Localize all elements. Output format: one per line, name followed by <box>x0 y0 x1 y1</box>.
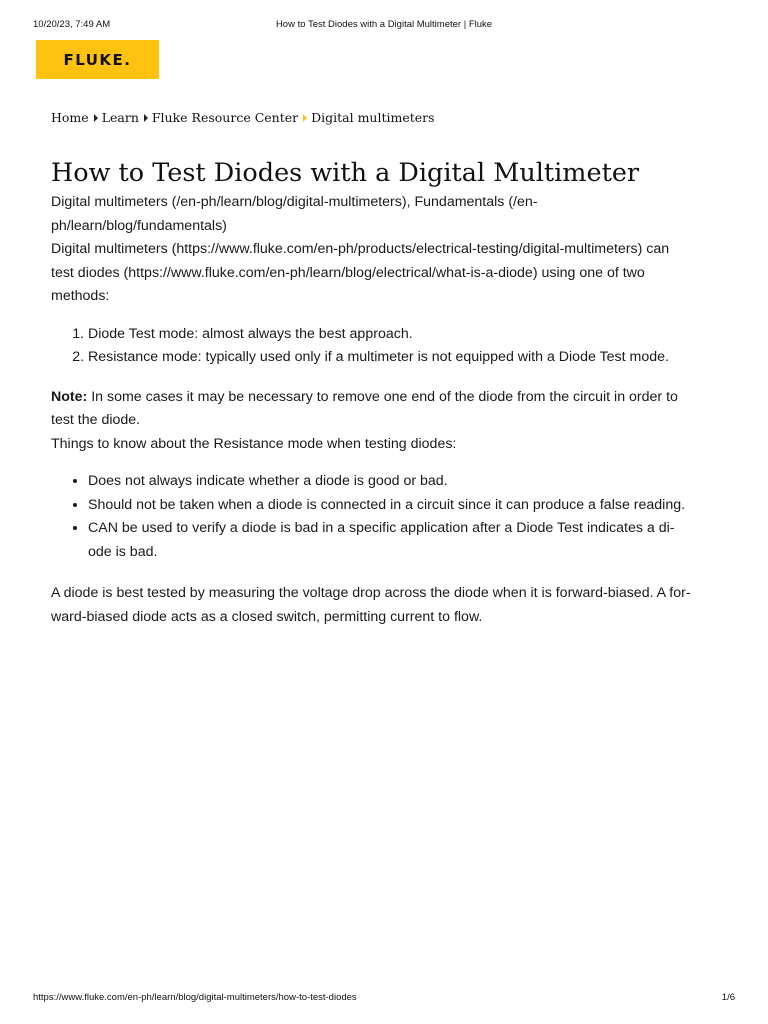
closing-line: A diode is best tested by measuring the voltage drop across the diode when it is forward-biased. A for- <box>51 585 691 601</box>
list-item <box>88 517 716 564</box>
list-item-line: ode is bad. <box>88 543 158 560</box>
caret-right-icon <box>94 114 98 122</box>
print-footer <box>33 992 735 1003</box>
methods-list <box>51 323 716 370</box>
intro-paragraph <box>51 238 716 309</box>
list-item-line: CAN be used to verify a diode is bad in a specific application after a Diode Test indicates a di- <box>88 520 675 536</box>
intro-line[interactable]: test diodes (https://www.fluke.com/en-ph/learn/blog/electrical/what-is-a-diode) using one of two <box>51 264 645 281</box>
article <box>51 155 716 629</box>
print-datetime: 10/20/23, 7:49 AM <box>33 19 111 30</box>
list-item: • Does not always indicate whether a diode is good or bad. <box>88 470 716 494</box>
intro-line: methods: <box>51 288 110 304</box>
closing-line: ward-biased diode acts as a closed switch, permitting current to flow. <box>51 608 483 625</box>
logo-text: FLUKE. <box>63 50 132 69</box>
page-number: 1/6 <box>721 992 735 1003</box>
category-links-line[interactable]: Digital multimeters (/en-ph/learn/blog/digital-multimeters), Fundamentals (/en- <box>51 194 538 210</box>
caret-right-icon <box>144 114 148 122</box>
list-item: 2. Resistance mode: typically used only if a multimeter is not equipped with a Diode Test mode. <box>88 346 716 370</box>
closing-paragraph <box>51 582 716 629</box>
list-item: 1. Diode Test mode: almost always the best approach. <box>88 323 716 347</box>
list-item: • Should not be taken when a diode is connected in a circuit since it can produce a false reading. <box>88 494 716 518</box>
category-links[interactable] <box>51 191 716 238</box>
breadcrumb-digital-multimeters[interactable]: Digital multimeters <box>311 110 435 125</box>
print-header <box>33 19 735 30</box>
breadcrumb-home[interactable]: Home <box>51 110 89 125</box>
page-title: How to Test Diodes with a Digital Multimeter <box>51 158 640 188</box>
breadcrumb-learn[interactable]: Learn <box>101 110 139 125</box>
resistance-list <box>51 470 716 564</box>
breadcrumb-resource-center[interactable]: Fluke Resource Center <box>151 110 299 125</box>
print-url: https://www.fluke.com/en-ph/learn/blog/digital-multimeters/how-to-test-diodes <box>33 992 357 1003</box>
caret-right-icon <box>303 114 307 122</box>
print-page-title: How to Test Diodes with a Digital Multimeter | Fluke <box>275 19 493 30</box>
breadcrumb <box>51 110 435 125</box>
note-text: In some cases it may be necessary to remove one end of the diode from the circuit in order to <box>87 388 678 405</box>
note-paragraph <box>51 386 716 433</box>
note-label: Note: <box>51 388 88 405</box>
resistance-intro: Things to know about the Resistance mode when testing diodes: <box>51 435 457 452</box>
category-links-line[interactable]: ph/learn/blog/fundamentals) <box>51 217 227 234</box>
note-text: test the diode. <box>51 412 141 428</box>
intro-line[interactable]: Digital multimeters (https://www.fluke.com/en-ph/products/electrical-testing/digital-multimeters) can <box>51 241 670 257</box>
fluke-logo[interactable] <box>36 40 159 79</box>
